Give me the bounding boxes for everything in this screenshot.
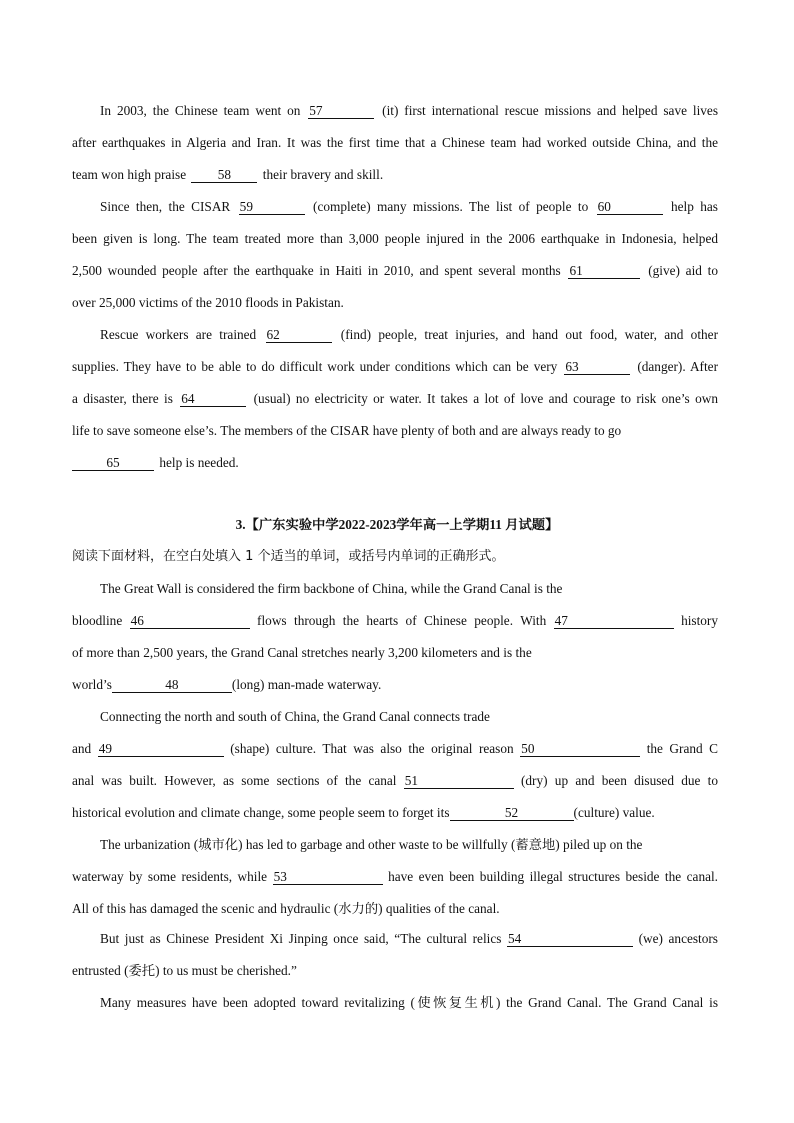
text: Rescue workers are trained: [100, 327, 257, 342]
blank-58[interactable]: 58: [191, 167, 257, 183]
p49-line: [72, 740, 718, 758]
blank-62[interactable]: 62: [266, 327, 332, 343]
text: (shape) culture. That was also the original reason: [230, 741, 514, 756]
text: Since then, the CISAR: [100, 199, 231, 214]
blank-61[interactable]: 61: [568, 263, 640, 279]
text-line: Many measures have been adopted toward revitalizing (使恢复生机) the Grand Canal. The Grand Canal is: [100, 995, 718, 1010]
text: But just as Chinese President Xi Jinping once said, “The cultural relics: [100, 931, 502, 946]
text: team won high praise: [72, 167, 187, 182]
blank-65[interactable]: 65: [72, 455, 154, 471]
p62-line: [100, 326, 718, 344]
p53-line: [72, 868, 718, 886]
text-line: All of this has damaged the scenic and hydraulic (水力的) qualities of the canal.: [72, 901, 500, 916]
text-line: The Great Wall is considered the firm backbone of China, while the Grand Canal is the: [100, 581, 563, 596]
text-line: The urbanization (城市化) has led to garbage and other waste to be willfully (蓄意地) piled up on the: [100, 837, 643, 852]
instruction: 阅读下面材料，在空白处填入 1 个适当的单词，或括号内单词的正确形式。: [72, 549, 505, 564]
text: (find) people, treat injuries, and hand out food, water, and other: [340, 327, 718, 342]
text: supplies. They have to be able to do difficult work under conditions which can be very: [72, 359, 558, 374]
blank-64[interactable]: 64: [180, 391, 246, 407]
text: bloodline: [72, 613, 123, 628]
text: and: [72, 741, 92, 756]
text-line: of more than 2,500 years, the Grand Canal stretches nearly 3,200 kilometers and is the: [72, 645, 532, 660]
text: flows through the hearts of Chinese people. With: [257, 613, 547, 628]
text: world’s: [72, 677, 112, 692]
p61-line: [72, 262, 718, 280]
text: history: [681, 613, 718, 628]
text: (dry) up and been disused due to: [520, 773, 718, 788]
text: a disaster, there is: [72, 391, 173, 406]
text: help has: [670, 199, 718, 214]
blank-59[interactable]: 59: [239, 199, 305, 215]
text: (complete) many missions. The list of people to: [313, 199, 589, 214]
text-line: been given is long. The team treated more than 3,000 people injured in the 2006 earthquake in Indonesia, helped: [72, 231, 718, 246]
text: (long) man-made waterway.: [231, 677, 382, 692]
blank-63[interactable]: 63: [564, 359, 630, 375]
text: the Grand C: [646, 741, 719, 756]
section-heading: 3.【广东实验中学2022-2023学年高一上学期11 月试题】: [235, 517, 559, 532]
text: have even been building illegal structures beside the canal.: [388, 869, 719, 884]
text: historical evolution and climate change, some people seem to forget its: [72, 805, 450, 820]
p59-line: [100, 198, 718, 216]
p54-line: [100, 930, 718, 948]
text: (we) ancestors: [638, 931, 718, 946]
text-line: entrusted (委托) to us must be cherished.”: [72, 963, 297, 978]
blank-51[interactable]: 51: [404, 773, 514, 789]
text: (usual) no electricity or water. It takes a lot of love and courage to risk one’s own: [253, 391, 718, 406]
blank-47[interactable]: 47: [554, 613, 674, 629]
text: (danger). After: [637, 359, 718, 374]
p46-line: [72, 612, 718, 630]
text: (it) first international rescue missions and helped save lives: [382, 103, 718, 118]
blank-52[interactable]: 52: [450, 805, 574, 821]
text-line: after earthquakes in Algeria and Iran. It was the first time that a Chinese team had worked outside China, and the: [72, 135, 718, 150]
text: help is needed.: [159, 455, 239, 470]
blank-54[interactable]: 54: [507, 931, 633, 947]
text-line: Connecting the north and south of China, the Grand Canal connects trade: [100, 709, 490, 724]
p57-line: [100, 102, 718, 120]
text: (give) aid to: [648, 263, 718, 278]
text: (culture) value.: [573, 805, 655, 820]
p52-line: [72, 804, 718, 822]
p63-line: [72, 358, 718, 376]
p64-line: [72, 390, 718, 408]
text-line: life to save someone else’s. The members of the CISAR have plenty of both and are always ready to go: [72, 423, 622, 438]
p51-line: [72, 772, 718, 790]
blank-48[interactable]: 48: [112, 677, 232, 693]
blank-50[interactable]: 50: [520, 741, 640, 757]
blank-60[interactable]: 60: [597, 199, 663, 215]
p58-line: [72, 166, 718, 184]
text: 2,500 wounded people after the earthquake in Haiti in 2010, and spent several months: [72, 263, 561, 278]
blank-53[interactable]: 53: [273, 869, 383, 885]
text: In 2003, the Chinese team went on: [100, 103, 301, 118]
p65-line: [72, 454, 718, 472]
text: waterway by some residents, while: [72, 869, 268, 884]
blank-57[interactable]: 57: [308, 103, 374, 119]
text-line: over 25,000 victims of the 2010 floods in Pakistan.: [72, 295, 344, 310]
blank-49[interactable]: 49: [98, 741, 224, 757]
p48-line: [72, 676, 718, 694]
text: anal was built. However, as some sections of the canal: [72, 773, 397, 788]
text: their bravery and skill.: [262, 167, 384, 182]
blank-46[interactable]: 46: [130, 613, 250, 629]
